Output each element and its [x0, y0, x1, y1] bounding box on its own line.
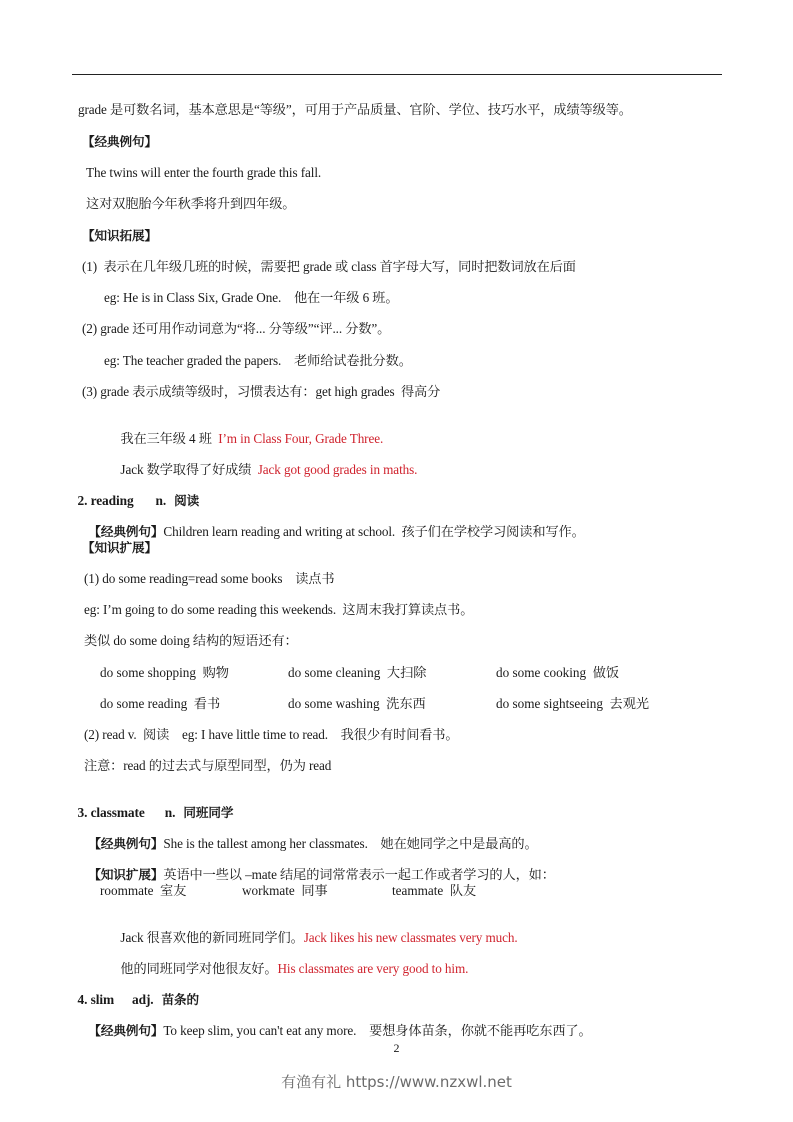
slim-heading: [71, 976, 199, 1008]
classmate-pos: n.: [164, 805, 176, 820]
extension-label: 【知识拓展】: [82, 228, 157, 243]
reading-similar: 类似 do some doing 结构的短语还有：: [84, 633, 298, 648]
page-number: 2: [393, 1041, 400, 1055]
watermark: 有渔有礼 https://www.nzxwl.net: [281, 1073, 512, 1091]
reading-word: 2. reading: [77, 493, 134, 508]
reading-point-1: (1) do some reading=read some books 读点书: [84, 571, 335, 586]
classmate-example-1-en: Jack likes his new classmates very much.: [303, 930, 518, 945]
grade-example-2: [114, 446, 417, 478]
slim-meaning: 苗条的: [161, 992, 200, 1007]
grade-point-1-example: eg: He is in Class Six, Grade One. 他在一年级 6 班。: [104, 290, 399, 305]
grade-example-1-en: I’m in Class Four, Grade Three.: [218, 431, 384, 446]
phrase-item: do some shopping 购物: [100, 665, 229, 680]
grade-point-3: (3) grade 表示成绩等级时，习惯表达有：get high grades 得高分: [82, 384, 441, 399]
classmate-word: 3. classmate: [77, 805, 145, 820]
mate-word: teammate 队友: [392, 883, 477, 898]
grade-example-2-en: Jack got good grades in maths.: [257, 462, 418, 477]
slim-example-text: To keep slim, you can't eat any more. 要想身体苗条，你就不能再吃东西了。: [163, 1023, 592, 1038]
classmate-example-2-en: His classmates are very good to him.: [277, 961, 469, 976]
slim-word: 4. slim: [77, 992, 114, 1007]
classmate-example: [82, 820, 538, 852]
grade-point-1: (1) 表示在几年级几班的时候，需要把 grade 或 class 首字母大写，同时把数词放在后面: [82, 259, 576, 274]
grade-example-2-zh: Jack 数学取得了好成绩: [120, 462, 258, 477]
phrase-item: do some cooking 做饭: [496, 665, 620, 680]
classmate-example-1: [114, 914, 518, 946]
classmate-example-2-zh: 他的同班同学对他很友好。: [120, 961, 278, 976]
slim-example: [82, 1007, 592, 1039]
grade-point-2-example: eg: The teacher graded the papers. 老师给试卷批分数。: [104, 353, 412, 368]
classmate-heading: [71, 789, 233, 821]
example-label: 【经典例句】: [88, 1023, 164, 1038]
example-label: 【经典例句】: [82, 134, 157, 149]
phrase-item: do some reading 看书: [100, 696, 221, 711]
classmate-example-2: [114, 945, 468, 977]
mate-word: workmate 同事: [242, 883, 328, 898]
classmate-extension-text: 英语中一些以 –mate 结尾的词常常表示一起工作或者学习的人，如：: [163, 867, 555, 882]
grade-example-1-zh: 我在三年级 4 班: [120, 431, 219, 446]
extension-label: 【知识扩展】: [82, 540, 157, 555]
grade-intro: grade 是可数名词，基本意思是“等级”，可用于产品质量、官阶、学位、技巧水平，成绩等级等。: [78, 102, 632, 117]
reading-point-1-example: eg: I’m going to do some reading this weekends. 这周末我打算读点书。: [84, 602, 474, 617]
reading-point-2: (2) read v. 阅读 eg: I have little time to read. 我很少有时间看书。: [84, 727, 459, 742]
reading-example: [82, 508, 585, 540]
reading-example-text: Children learn reading and writing at school. 孩子们在学校学习阅读和写作。: [163, 524, 585, 539]
slim-pos: adj.: [132, 992, 154, 1007]
example-zh: 这对双胞胎今年秋季将升到四年级。: [86, 196, 296, 211]
classmate-meaning: 同班同学: [183, 805, 234, 820]
mate-word: roommate 室友: [100, 883, 187, 898]
reading-note: 注意：read 的过去式与原型同型，仍为 read: [84, 758, 332, 773]
example-label: 【经典例句】: [88, 524, 164, 539]
grade-point-2: (2) grade 还可用作动词意为“将... 分等级”“评... 分数”。: [82, 321, 391, 336]
phrase-item: do some washing 洗东西: [288, 696, 426, 711]
example-label: 【经典例句】: [88, 836, 164, 851]
extension-label: 【知识扩展】: [88, 867, 164, 882]
phrase-item: do some sightseeing 去观光: [496, 696, 650, 711]
header-rule: [72, 74, 722, 75]
reading-pos: n.: [155, 493, 167, 508]
grade-example-1: [114, 415, 383, 447]
phrase-item: do some cleaning 大扫除: [288, 665, 427, 680]
classmate-example-text: She is the tallest among her classmates. 她在她同学之中是最高的。: [163, 836, 538, 851]
classmate-example-1-zh: Jack 很喜欢他的新同班同学们。: [120, 930, 304, 945]
reading-meaning: 阅读: [174, 493, 200, 508]
example-en: The twins will enter the fourth grade this fall.: [86, 165, 322, 180]
classmate-extension: [82, 851, 555, 883]
reading-heading: [71, 477, 199, 509]
